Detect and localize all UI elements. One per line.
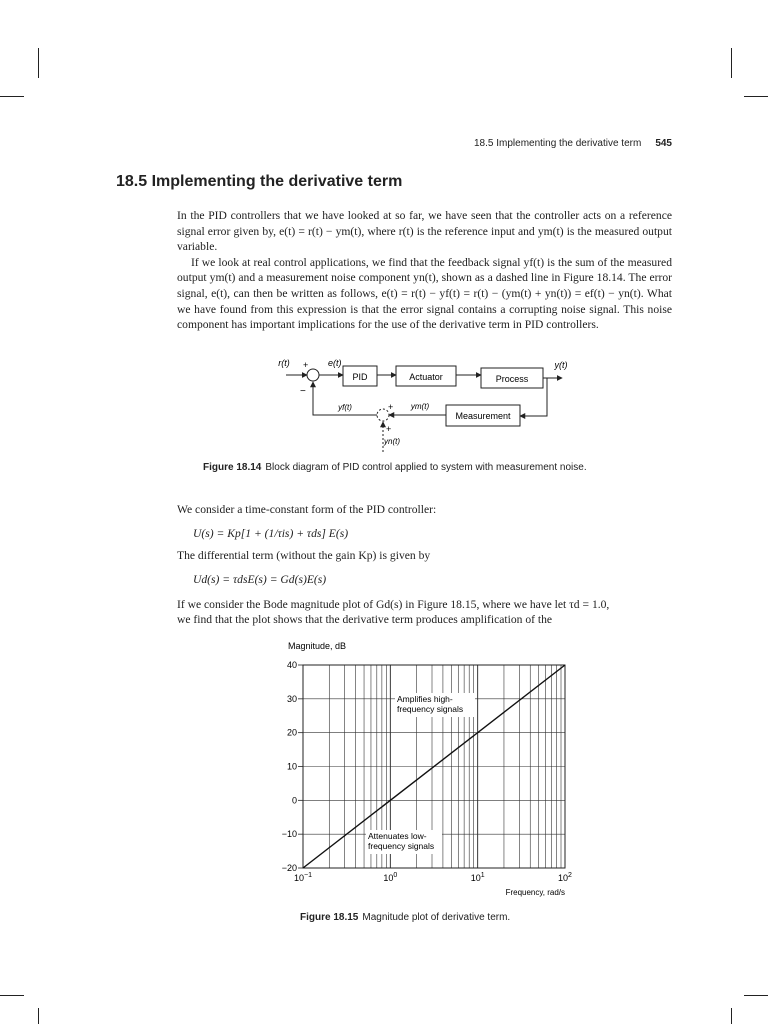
x-tick-label: $10^{-1}$ — [294, 872, 312, 883]
crop-mark — [0, 995, 24, 996]
figure-18-15-label: Figure 18.15 — [300, 912, 359, 923]
equation-1: U(s) = Kp[1 + (1/τis) + τds] E(s) — [193, 527, 349, 540]
crop-mark — [731, 48, 732, 78]
paragraph-1: In the PID controllers that we have looked at so far, we have seen that the controller acts on a reference signal error given by, e(t) = r(t) − ym(t), where r(t) is the reference input and ym(t) is the measured output variable. — [177, 209, 672, 254]
bode-magnitude-plot — [270, 636, 600, 904]
block-diagram — [270, 352, 580, 457]
crop-mark — [38, 1008, 39, 1024]
x-axis-label: Frequency, rad/s — [505, 888, 565, 897]
r-label: r(t) — [278, 358, 290, 368]
running-head — [448, 138, 672, 149]
text-differential: The differential term (without the gain Kp) is given by — [177, 549, 431, 562]
e-label: e(t) — [328, 358, 342, 368]
body-text — [177, 208, 672, 333]
text-bode-1: If we consider the Bode magnitude plot of Gd(s) in Figure 18.15, where we have let τd = 1.0, — [177, 598, 610, 611]
crop-mark — [731, 1008, 732, 1024]
y-tick-label: 40 — [286, 660, 297, 670]
figure-18-14-text: Block diagram of PID control applied to system with measurement noise. — [265, 462, 587, 473]
x-tick-label: $10^2$ — [558, 872, 572, 883]
minus-sign: − — [300, 386, 306, 397]
y-tick-label: −10 — [281, 829, 297, 840]
ym-label: ym(t) — [410, 402, 430, 411]
y-label: y(t) — [554, 360, 568, 370]
section-title: 18.5 Implementing the derivative term — [116, 173, 403, 190]
annotation-low-line1: Attenuates low- — [368, 831, 427, 841]
annotation-high-line1: Amplifies high- — [397, 694, 453, 704]
annotation-high-line2: frequency signals — [397, 704, 464, 714]
actuator-label: Actuator — [409, 372, 443, 382]
y-tick-label: −20 — [281, 863, 297, 873]
figure-18-15-text: Magnitude plot of derivative term. — [362, 912, 511, 923]
measurement-label: Measurement — [455, 411, 511, 421]
text-consider: We consider a time-constant form of the PID controller: — [177, 503, 437, 516]
figure-18-15-caption — [300, 912, 510, 923]
equation-2: Ud(s) = τdsE(s) = Gd(s)E(s) — [193, 573, 327, 586]
crop-mark — [38, 48, 39, 78]
y-tick-label: 0 — [291, 795, 297, 806]
crop-mark — [744, 995, 768, 996]
yf-label: yf(t) — [338, 403, 352, 412]
x-tick-label: $10^0$ — [383, 872, 398, 883]
text-bode-2: we find that the plot shows that the derivative term produces amplification of the — [177, 613, 553, 626]
y-tick-label: 20 — [286, 727, 297, 738]
pid-label: PID — [352, 372, 368, 382]
y-tick-label: 30 — [286, 693, 297, 704]
crop-mark — [0, 96, 24, 97]
crop-mark — [744, 96, 768, 97]
x-tick-label: $10^1$ — [470, 872, 485, 883]
figure-18-14-label: Figure 18.14 — [203, 462, 262, 473]
process-label: Process — [495, 374, 529, 384]
running-head-section: 18.5 Implementing the derivative term — [474, 138, 642, 149]
plus-sign-2: + — [388, 402, 394, 412]
paragraph-2: If we look at real control applications, we find that the feedback signal yf(t) is the sum of the measured output ym(t) and a measurement noise component yn(t), shown as a dashed line in Figure 18.14. The error signal, e(t), can then be written as follows, e(t) = r(t) − yf(t) = r(t) − (ym(t) + yn(t)) = ef(t) − yn(t). What we have found from this expression is that the error signal contains a corrupting noise signal. This noise component has important implications for the use of the derivative term in PID controllers. — [177, 255, 672, 332]
annotation-low-line2: frequency signals — [368, 841, 435, 851]
plus-sign: + — [303, 360, 309, 370]
plus-sign-3: + — [386, 424, 392, 434]
y-tick-label: 10 — [286, 761, 297, 772]
figure-18-14-caption — [203, 462, 587, 473]
yn-label: yn(t) — [384, 437, 400, 446]
y-axis-label: Magnitude, dB — [288, 641, 347, 651]
page-number: 545 — [655, 138, 672, 149]
summing-junction — [307, 369, 319, 381]
